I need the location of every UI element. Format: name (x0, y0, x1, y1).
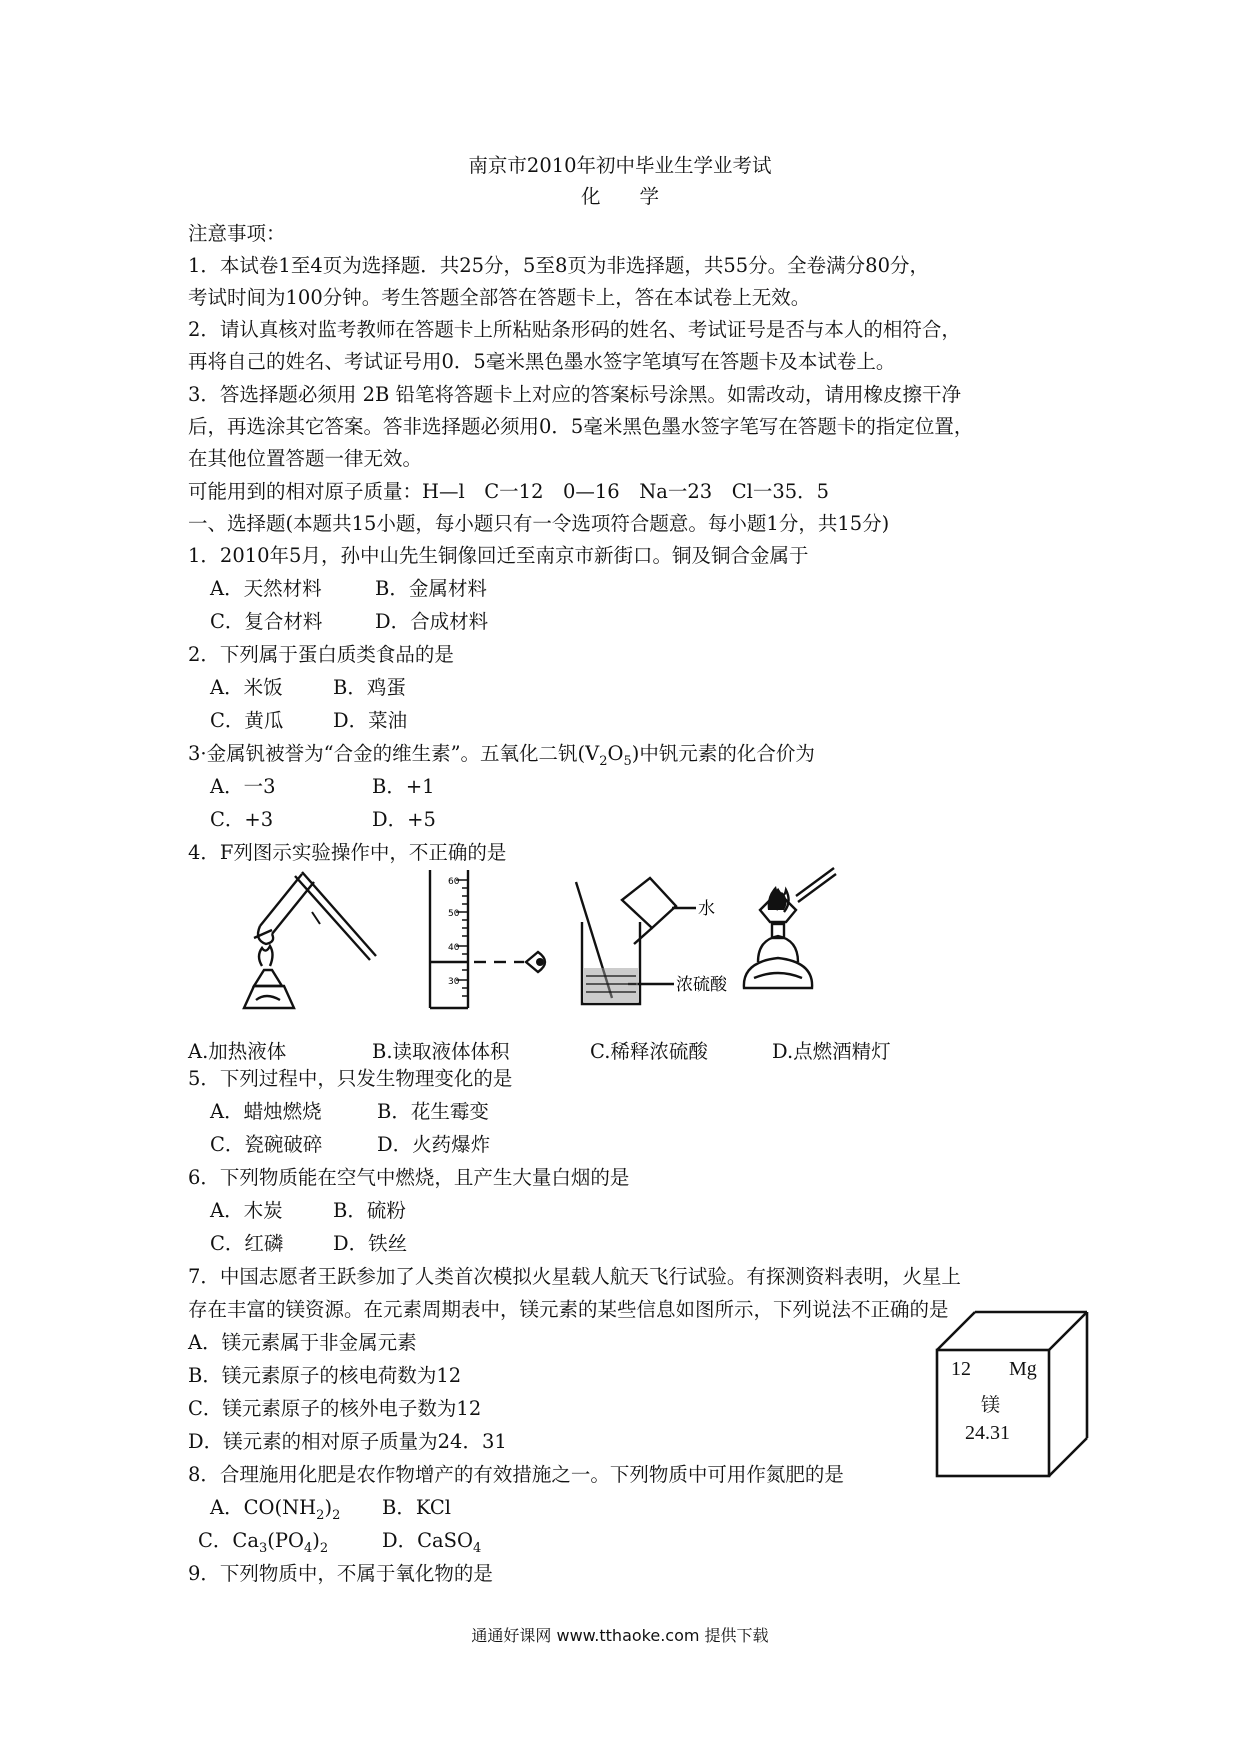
note-2-line-2: 再将自己的姓名、考试证号用0．5毫米黑色墨水签字笔填写在答题卡及本试卷上。 (188, 350, 896, 373)
acid-label: 浓硫酸 (676, 975, 727, 995)
option-d: D．合成材料 (375, 610, 489, 633)
magnesium-element-card (935, 1310, 1095, 1480)
option-b: B．硫粉 (333, 1199, 406, 1222)
note-1-line-2: 考试时间为100分钟。考生答题全部答在答题卡上，答在本试卷上无效。 (188, 286, 811, 309)
question-3-options-row-1 (210, 775, 435, 799)
option-d: D．火药爆炸 (377, 1133, 491, 1156)
option-c: C．镁元素原子的核外电子数为12 (188, 1397, 482, 1420)
caption-b: B.读取液体体积 (372, 1040, 510, 1063)
note-3-line-3: 在其他位置答题一律无效。 (188, 447, 423, 470)
option-a: A．蜡烛燃烧 (210, 1100, 322, 1123)
option-d: D．+5 (372, 808, 436, 831)
option-b: B．金属材料 (375, 577, 487, 600)
question-1-stem: 1．2010年5月，孙中山先生铜像回迁至南京市新街口。铜及铜合金属于 (188, 544, 809, 567)
caption-c: C.稀释浓硫酸 (590, 1040, 708, 1063)
option-d: D．铁丝 (333, 1232, 408, 1255)
atomic-mass: 24.31 (965, 1422, 1010, 1444)
option-a: A．天然材料 (210, 577, 322, 600)
question-1-options-row-1 (210, 577, 487, 601)
question-5-options-row-2 (210, 1133, 490, 1157)
caption-a: A.加热液体 (188, 1040, 287, 1063)
option-c: C．瓷碗破碎 (210, 1133, 323, 1156)
question-5-options-row-1 (210, 1100, 489, 1124)
option-b: B．KCl (382, 1496, 452, 1519)
option-c: C．黄瓜 (210, 709, 284, 732)
option-a: A．米饭 (210, 676, 283, 699)
tick-40: 40 (448, 943, 460, 953)
question-9-stem: 9．下列物质中，不属于氧化物的是 (188, 1562, 493, 1585)
question-3-options-row-2 (210, 808, 436, 832)
question-6-options-row-1 (210, 1199, 406, 1223)
option-b: B．花生霉变 (377, 1100, 489, 1123)
tick-50: 50 (448, 909, 460, 919)
element-name: 镁 (981, 1394, 1001, 1416)
option-b: B．鸡蛋 (333, 676, 406, 699)
page-footer: 通通好课网 www.tthaoke.com 提供下载 (471, 1626, 769, 1645)
question-3-stem: 3·金属钒被誉为“合金的维生素”。五氧化二钒$(V_2O_5)$中钒元素的化合价为 (188, 742, 815, 769)
element-symbol: Mg (1009, 1358, 1037, 1380)
exam-title: 南京市2010年初中毕业生学业考试 (468, 154, 772, 177)
atomic-number: 12 (951, 1358, 971, 1380)
option-a: A．一3 (210, 775, 276, 798)
question-6-stem: 6．下列物质能在空气中燃烧，且产生大量白烟的是 (188, 1166, 630, 1189)
question-6-options-row-2 (210, 1232, 407, 1256)
note-3-line-1: 3．答选择题必须用 2B 铅笔将答题卡上对应的答案标号涂黑。如需改动，请用橡皮擦干净 (188, 383, 962, 406)
heating-liquid-illustration (240, 868, 390, 1018)
option-a: A．镁元素属于非金属元素 (188, 1331, 417, 1354)
caption-d: D.点燃酒精灯 (772, 1040, 891, 1063)
note-1-line-1: 1．本试卷1至4页为选择题．共25分，5至8页为非选择题，共55分。全卷满分80分， (188, 254, 929, 277)
note-2-line-1: 2．请认真核对监考教师在答题卡上所粘贴条形码的姓名、考试证号是否与本人的相符合， (188, 318, 961, 341)
option-c: C．+3 (210, 808, 274, 831)
note-3-line-2: 后，再选涂其它答案。答非选择题必须用0．5毫米黑色墨水签字笔写在答题卡的指定位置， (188, 415, 974, 438)
question-2-options-row-1 (210, 676, 406, 700)
question-4-stem: 4．F列图示实验操作中，不正确的是 (188, 841, 507, 864)
question-5-stem: 5．下列过程中，只发生物理变化的是 (188, 1067, 513, 1090)
question-8-options-row-1 (210, 1496, 451, 1528)
question-7-stem-line-2: 存在丰富的镁资源。在元素周期表中，镁元素的某些信息如图所示，下列说法不正确的是 (188, 1298, 949, 1321)
section-1-heading: 一、选择题(本题共15小题，每小题只有一令选项符合题意。每小题1分，共15分) (188, 512, 890, 535)
tick-60: 60 (448, 877, 460, 887)
option-d: D．CaSO$_4$ (382, 1529, 482, 1556)
question-1-options-row-2 (210, 610, 488, 634)
option-b: B．+1 (372, 775, 435, 798)
alcohol-lamp-illustration (738, 858, 868, 1008)
notes-heading: 注意事项： (188, 222, 286, 245)
option-b: B．镁元素原子的核电荷数为12 (188, 1364, 462, 1387)
option-c: C．$Ca_3(PO_4)_2$ (198, 1529, 329, 1556)
option-a: A．木炭 (210, 1199, 283, 1222)
element-cube-outline (935, 1310, 1095, 1480)
water-label: 水 (698, 899, 715, 919)
exam-subject: 化 学 (580, 185, 659, 208)
question-8-options-row-2 (198, 1529, 481, 1561)
option-a: A．$CO(NH_2)_2$ (210, 1496, 341, 1523)
option-c: C．红磷 (210, 1232, 284, 1255)
question-7-stem-line-1: 7．中国志愿者王跃参加了人类首次模拟火星载人航天飞行试验。有探测资料表明，火星上 (188, 1265, 961, 1288)
atomic-masses: 可能用到的相对原子质量：H—l C一12 0—16 Na一23 Cl一35．5 (188, 480, 830, 503)
option-c: C．复合材料 (210, 610, 323, 633)
question-2-options-row-2 (210, 709, 407, 733)
tick-30: 30 (448, 977, 460, 987)
option-d: D．镁元素的相对原子质量为24．31 (188, 1430, 507, 1453)
question-2-stem: 2．下列属于蛋白质类食品的是 (188, 643, 454, 666)
graduated-cylinder-illustration (412, 866, 562, 1016)
diluting-acid-illustration (568, 872, 738, 1022)
question-8-stem: 8．合理施用化肥是农作物增产的有效措施之一。下列物质中可用作氮肥的是 (188, 1463, 844, 1486)
option-d: D．菜油 (333, 709, 408, 732)
